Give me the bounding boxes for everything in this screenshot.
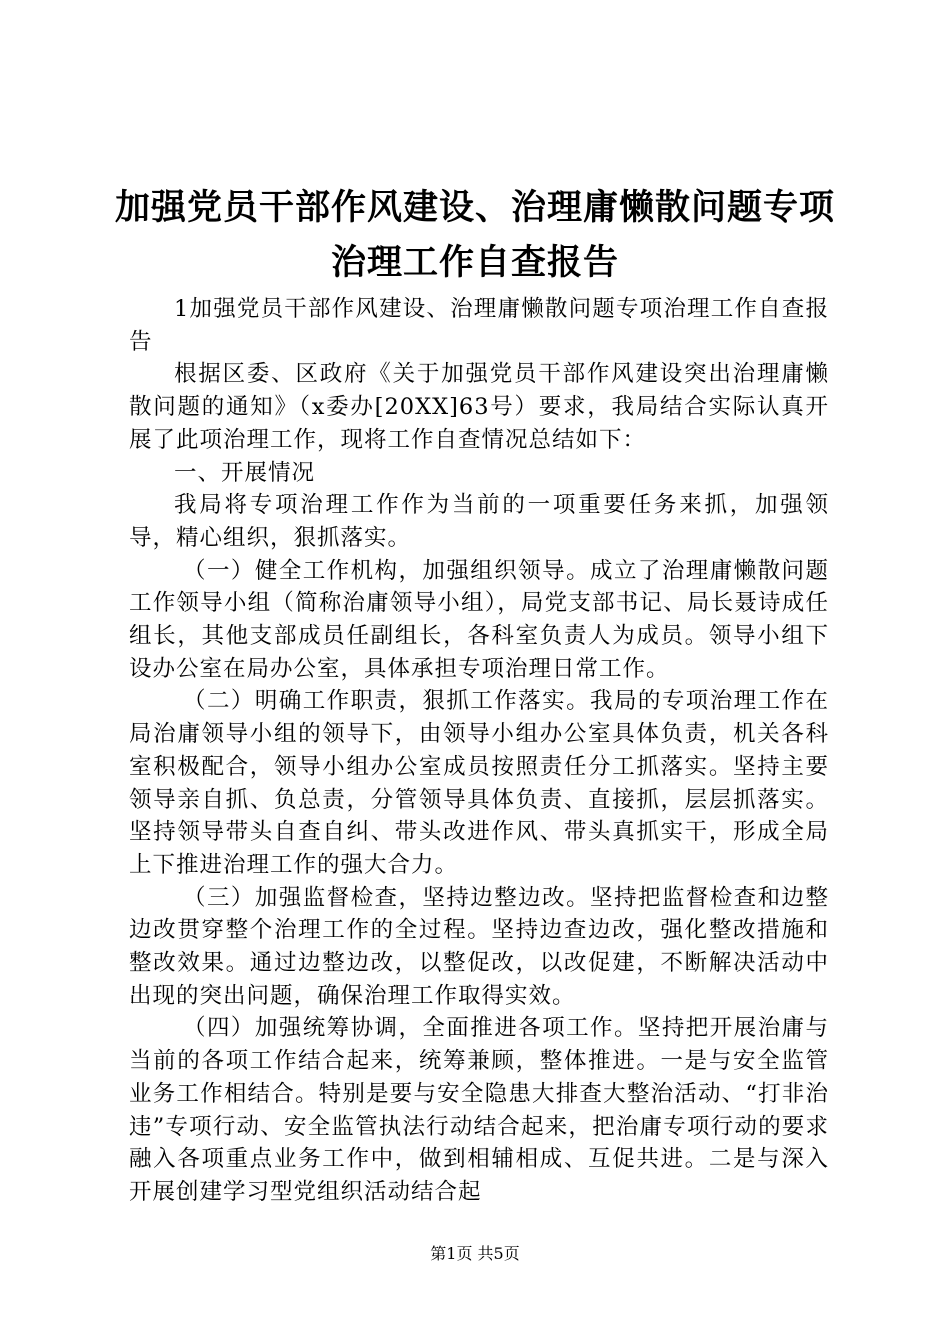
paragraph-item-4: （四）加强统筹协调，全面推进各项工作。坚持把开展治庸与当前的各项工作结合起来，统筹兼顾，整体推进。一是与安全监管业务工作相结合。特别是要与安全隐患大排查大整治活动、“打非治违”专项行动、安全监管执法行动结合起来，把治庸专项行动的要求融入各项重点业务工作中，做到相辅相成、互促共进。二是与深入开展创建学习型党组织活动结合起 (129, 1015, 829, 1205)
page-footer: 第1页 共5页 (430, 1244, 520, 1263)
paragraph-item-2: （二）明确工作职责，狠抓工作落实。我局的专项治理工作在局治庸领导小组的领导下，由领导小组办公室具体负责，机关各科室积极配合，领导小组办公室成员按照责任分工抓落实。坚持主要领导亲自抓、负总责，分管领导具体负责、直接抓，层层抓落实。坚持领导带头自查自纠、带头改进作风、带头真抓实干，形成全局上下推进治理工作的强大合力。 (129, 688, 829, 878)
document-title-line-2: 治理工作自查报告 (330, 243, 619, 283)
document-body (129, 293, 829, 1209)
paragraph-heading-repeat: 1加强党员干部作风建设、治理庸懒散问题专项治理工作自查报告 (129, 296, 829, 355)
document-title-line-1: 加强党员干部作风建设、治理庸懒散问题专项 (114, 188, 835, 228)
paragraph-intro: 根据区委、区政府《关于加强党员干部作风建设突出治理庸懒散问题的通知》（x委办[20XX]63号）要求，我局结合实际认真开展了此项治理工作，现将工作自查情况总结如下： (129, 361, 829, 453)
section-heading: 一、开展情况 (174, 459, 316, 486)
paragraph-overview: 我局将专项治理工作作为当前的一项重要任务来抓，加强领导，精心组织，狠抓落实。 (129, 492, 829, 551)
paragraph-item-1: （一）健全工作机构，加强组织领导。成立了治理庸懒散问题工作领导小组（简称治庸领导小组），局党支部书记、局长聂诗成任组长，其他支部成员任副组长，各科室负责人为成员。领导小组下设办公室在局办公室，具体承担专项治理日常工作。 (129, 557, 829, 682)
paragraph-item-3: （三）加强监督检查，坚持边整边改。坚持把监督检查和边整边改贯穿整个治理工作的全过程。坚持边查边改，强化整改措施和整改效果。通过边整边改，以整促改，以改促建，不断解决活动中出现的突出问题，确保治理工作取得实效。 (129, 884, 829, 1009)
